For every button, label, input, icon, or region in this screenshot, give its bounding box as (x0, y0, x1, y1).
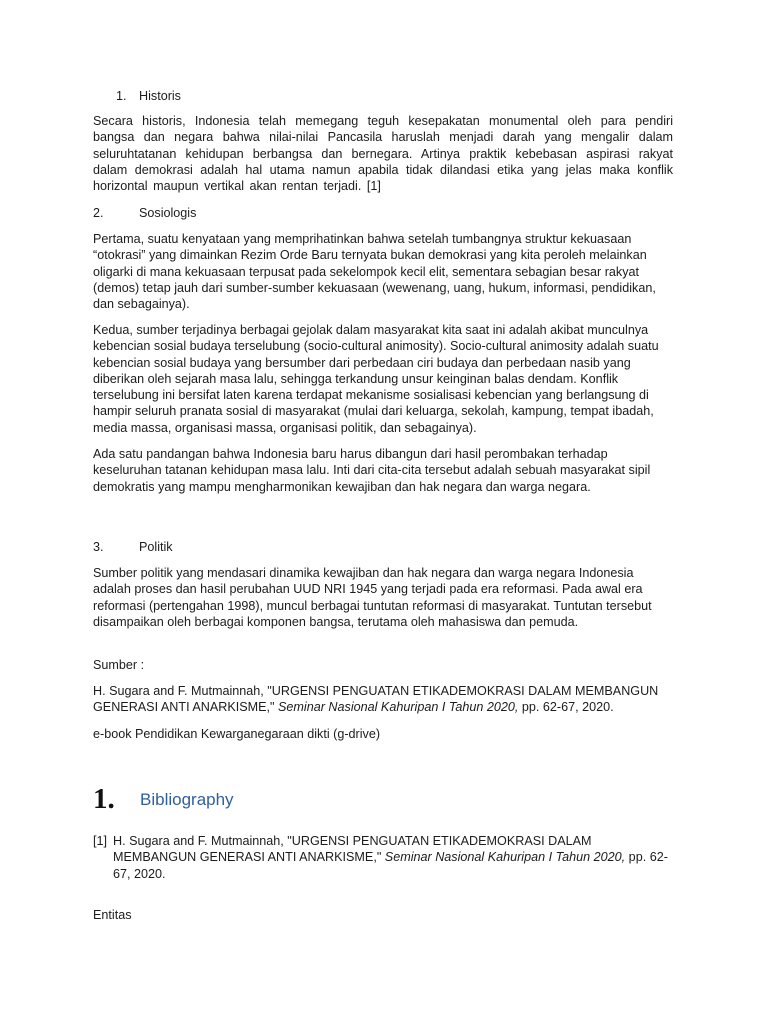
footer-text: Entitas (93, 908, 132, 922)
heading-number: 1. (116, 89, 127, 103)
heading-number: 2. (93, 206, 104, 220)
sumber-label: Sumber : (93, 658, 145, 672)
paragraph-sosiologis-pandangan: Ada satu pandangan bahwa Indonesia baru harus dibangun dari hasil perombakan terhadap keseluruhan tatanan kehidupan masa lalu. Inti dari cita-cita tersebut adalah sebuah masyarakat sipil demokratis yang mampu mengharmonikan kewajiban dan hak negara dan warga negara. (93, 447, 651, 494)
citation-authors-title: H. Sugara and F. Mutmainnah, "URGENSI PENGUATAN ETIKADEMOKRASI DALAM MEMBANGUN GENERASI ANTI ANARKISME," (93, 684, 659, 715)
paragraph-politik: Sumber politik yang mendasari dinamika kewajiban dan hak negara dan warga negara Indonesia adalah proses dan hasil perubahan UUD NRI 1945 yang terjadi pada era reformasi. Pada awal era reformasi (pertengahan 1998), muncul berbagai tuntutan reformasi di masyarakat. Tuntutan tersebut disampaikan oleh berbagai komponen bangsa, terutama oleh mahasiswa dan pemuda. (93, 566, 652, 629)
paragraph-historis: Secara historis, Indonesia telah memegang teguh kesepakatan monumental oleh para pendiri bangsa dan negara bahwa nilai-nilai Pancasila haruslah menjadi darah yang mengalir dalam seluruhtatanan kehidupan berbangsa dan bernegara. Artinya praktik kebebasan aspirasi rakyat dalam demokrasi adalah hal utama namun apabila tidak dilandasi etika yang jelas maka konflik horizontal maupun vertikal akan rentan terjadi. [1] (93, 114, 673, 194)
heading-title: Politik (139, 540, 173, 554)
heading-sosiologis (93, 205, 673, 221)
reference-text (113, 833, 673, 882)
reference-tag: [1] (93, 834, 108, 848)
bibliography-heading (93, 782, 673, 816)
sumber-ebook: e-book Pendidikan Kewarganegaraan dikti (g-drive) (93, 727, 381, 741)
reference-authors-title: H. Sugara and F. Mutmainnah, "URGENSI PENGUATAN ETIKADEMOKRASI DALAM MEMBANGUN GENERASI ANTI ANARKISME," (113, 834, 592, 865)
citation-venue: Seminar Nasional Kahuripan I Tahun 2020, (278, 700, 519, 715)
heading-politik (93, 539, 673, 555)
sumber-citation (93, 683, 673, 716)
paragraph-sosiologis-pertama: Pertama, suatu kenyataan yang memprihatinkan bahwa setelah tumbangnya struktur kekuasaan “otokrasi” yang dimainkan Rezim Orde Baru ternyata bukan demokrasi yang kita peroleh melainkan oligarki di mana kekuasaan terpusat pada sekelompok kecil elit, sementara sebagian besar rakyat (demos) tetap jauh dari sumber-sumber kekuasaan (wewenang, uang, hukum, informasi, pendidikan, dan sebagainya). (93, 232, 656, 312)
citation-pages: pp. 62-67, 2020. (518, 700, 614, 715)
paragraph-sosiologis-kedua: Kedua, sumber terjadinya berbagai gejolak dalam masyarakat kita saat ini adalah akibat munculnya kebencian sosial budaya terselubung (socio-cultural animosity). Socio-cultural animosity adalah suatu kebencian sosial budaya yang bersumber dari perbedaan ciri budaya dan perbedaan nasib yang diberikan oleh sejarah masa lalu, sehingga terkandung unsur keinginan balas dendam. Konflik terselubung ini bersifat laten karena terdapat mekanisme sosialisasi kebencian yang berlangsung di hampir seluruh pranata sosial di masyarakat (mulai dari keluarga, sekolah, kampung, tempat ibadah, media massa, organisasi massa, organisasi politik, dan sebagainya). (93, 323, 659, 435)
bibliography-entry (93, 833, 673, 882)
heading-title: Sosiologis (139, 206, 197, 220)
heading-number: 3. (93, 540, 104, 554)
bibliography-title: Bibliography (140, 790, 234, 809)
bibliography-number: 1. (93, 783, 115, 815)
reference-venue: Seminar Nasional Kahuripan I Tahun 2020, (384, 850, 626, 865)
heading-title: Historis (139, 89, 181, 103)
reference-pages: pp. 62-67, 2020. (113, 850, 668, 881)
heading-historis (93, 88, 673, 104)
